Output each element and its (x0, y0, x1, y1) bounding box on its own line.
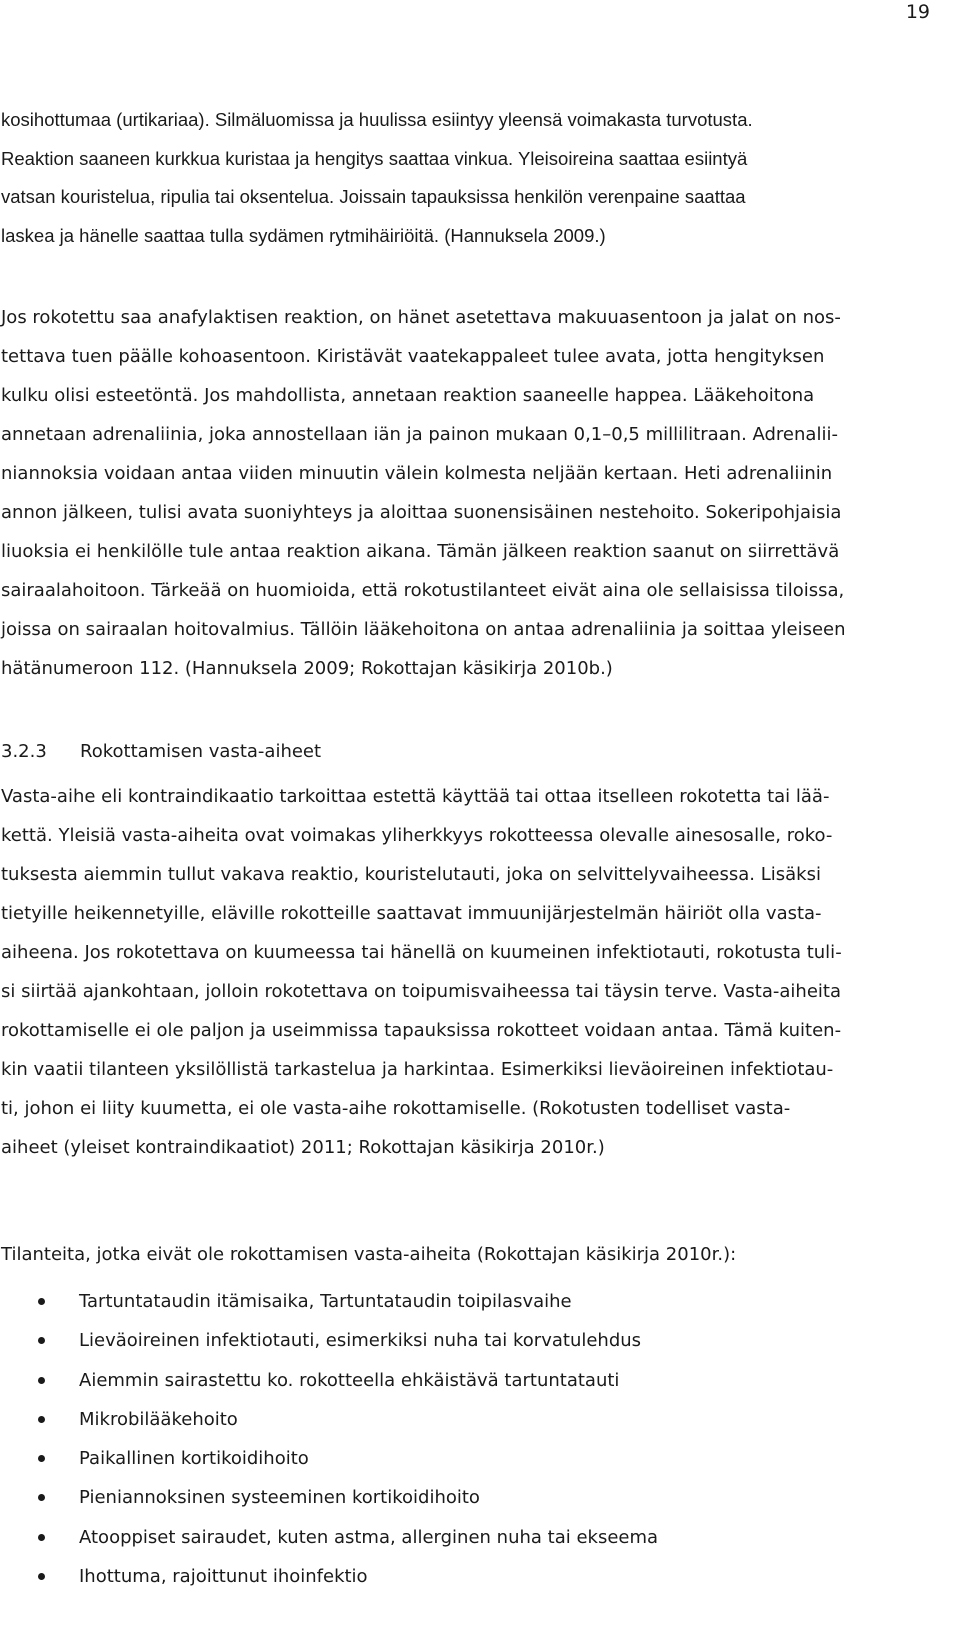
text-line: kulku olisi esteetöntä. Jos mahdollista, annetaan reaktion saaneelle happea. Lääkehoitona (1, 385, 815, 406)
text-line: aiheet (yleiset kontraindikaatiot) 2011; Rokottajan käsikirja 2010r.) (1, 1137, 605, 1158)
paragraph-list-intro (1, 1235, 956, 1274)
paragraph-anaphylaxis-symptoms (1, 101, 956, 255)
list-item (0, 1439, 658, 1478)
text-line: Vasta-aihe eli kontraindikaatio tarkoittaa estettä käyttää tai ottaa itselleen rokotetta tai lää- (1, 786, 830, 807)
list-item (0, 1400, 658, 1439)
bullet-icon (38, 1337, 45, 1344)
text-line: liuoksia ei henkilölle tule antaa reaktion aikana. Tämän jälkeen reaktion saanut on siirrettävä (1, 541, 840, 562)
list-item (0, 1557, 658, 1596)
paragraph-contraindications (1, 777, 956, 1167)
text-line: kettä. Yleisiä vasta-aiheita ovat voimakas yliherkkyys rokotteessa olevalle ainesosalle, roko- (1, 825, 833, 846)
bullet-icon (38, 1494, 45, 1501)
bullet-list (0, 1282, 658, 1596)
bullet-icon (38, 1416, 45, 1423)
section-heading (1, 740, 321, 764)
bullet-icon (38, 1534, 45, 1541)
list-item-text: Tartuntataudin itämisaika, Tartuntataudin toipilasvaihe (79, 1291, 572, 1312)
text-line: rokottamiselle ei ole paljon ja useimmissa tapauksissa rokotteet voidaan antaa. Tämä kuiten- (1, 1020, 842, 1041)
list-item-text: Aiemmin sairastettu ko. rokotteella ehkäistävä tartuntatauti (79, 1369, 620, 1391)
text-line: sairaalahoitoon. Tärkeää on huomioida, että rokotustilanteet eivät aina ole sellaisissa tiloissa, (1, 580, 845, 601)
list-item-text: Paikallinen kortikoidihoito (79, 1448, 309, 1470)
bullet-icon (38, 1455, 45, 1462)
text-line: Jos rokotettu saa anafylaktisen reaktion, on hänet asetettava makuuasentoon ja jalat on nos- (1, 307, 841, 328)
list-item (0, 1361, 658, 1400)
text-line: kosihottumaa (urtikariaa). Silmäluomissa ja huulissa esiintyy yleensä voimakasta turvotusta. (1, 109, 753, 130)
text-line: Reaktion saaneen kurkkua kuristaa ja hengitys saattaa vinkua. Yleisoireina saattaa esiintyä (1, 147, 748, 169)
text-line: Tilanteita, jotka eivät ole rokottamisen vasta-aiheita (Rokottajan käsikirja 2010r.): (1, 1244, 737, 1265)
text-line: tettava tuen päälle kohoasentoon. Kiristävät vaatekappaleet tulee avata, jotta hengityksen (1, 346, 825, 367)
text-line: laskea ja hänelle saattaa tulla sydämen rytmihäiriöitä. (Hannuksela 2009.) (1, 224, 606, 246)
list-item (0, 1478, 658, 1517)
bullet-icon (38, 1573, 45, 1580)
list-item-text: Lieväoireinen infektiotauti, esimerkiksi nuha tai korvatulehdus (79, 1330, 642, 1352)
text-line: niannoksia voidaan antaa viiden minuutin välein kolmesta neljään kertaan. Heti adrenaliinin (1, 463, 833, 484)
bullet-icon (38, 1377, 45, 1384)
text-line: ti, johon ei liity kuumetta, ei ole vasta-aihe rokottamiselle. (Rokotusten todelliset vasta- (1, 1098, 791, 1119)
page-number: 19 (905, 1, 930, 23)
list-item-text: Ihottuma, rajoittunut ihoinfektio (79, 1566, 368, 1588)
list-item-text: Pieniannoksinen systeeminen kortikoidihoito (79, 1487, 480, 1509)
text-line: si siirtää ajankohtaan, jolloin rokotettava on toipumisvaiheessa tai täysin terve. Vasta-aiheita (1, 981, 841, 1002)
section-title: Rokottamisen vasta-aiheet (80, 741, 322, 762)
text-line: annetaan adrenaliinia, joka annostellaan iän ja painon mukaan 0,1–0,5 millilitraan. Adrenalii- (1, 424, 838, 445)
text-line: tietyille heikennetyille, eläville rokotteille saattavat immuunijärjestelmän häiriöt olla vasta- (1, 903, 822, 924)
text-line: vatsan kouristelua, ripulia tai oksentelua. Joissain tapauksissa henkilön verenpaine saattaa (1, 186, 746, 207)
list-item (0, 1282, 658, 1321)
list-item (0, 1321, 658, 1360)
section-number: 3.2.3 (1, 741, 47, 762)
text-line: tuksesta aiemmin tullut vakava reaktio, kouristelutauti, joka on selvittelyvaiheessa. Lisäksi (1, 864, 821, 885)
text-line: annon jälkeen, tulisi avata suoniyhteys ja aloittaa suonensisäinen nestehoito. Sokeripohjaisia (1, 502, 842, 523)
paragraph-anaphylaxis-treatment (1, 298, 956, 688)
list-item-text: Mikrobilääkehoito (79, 1408, 238, 1430)
text-line: kin vaatii tilanteen yksilöllistä tarkastelua ja harkintaa. Esimerkiksi lieväoireinen infektiotau- (1, 1059, 834, 1080)
list-item (0, 1518, 658, 1557)
bullet-icon (38, 1298, 45, 1305)
text-line: hätänumeroon 112. (Hannuksela 2009; Rokottajan käsikirja 2010b.) (1, 658, 613, 679)
list-item-text: Atooppiset sairaudet, kuten astma, allerginen nuha tai ekseema (79, 1526, 659, 1548)
text-line: aiheena. Jos rokotettava on kuumeessa tai hänellä on kuumeinen infektiotauti, rokotusta tuli- (1, 942, 842, 963)
text-line: joissa on sairaalan hoitovalmius. Tällöin lääkehoitona on antaa adrenaliinia ja soittaa yleiseen (1, 619, 846, 640)
